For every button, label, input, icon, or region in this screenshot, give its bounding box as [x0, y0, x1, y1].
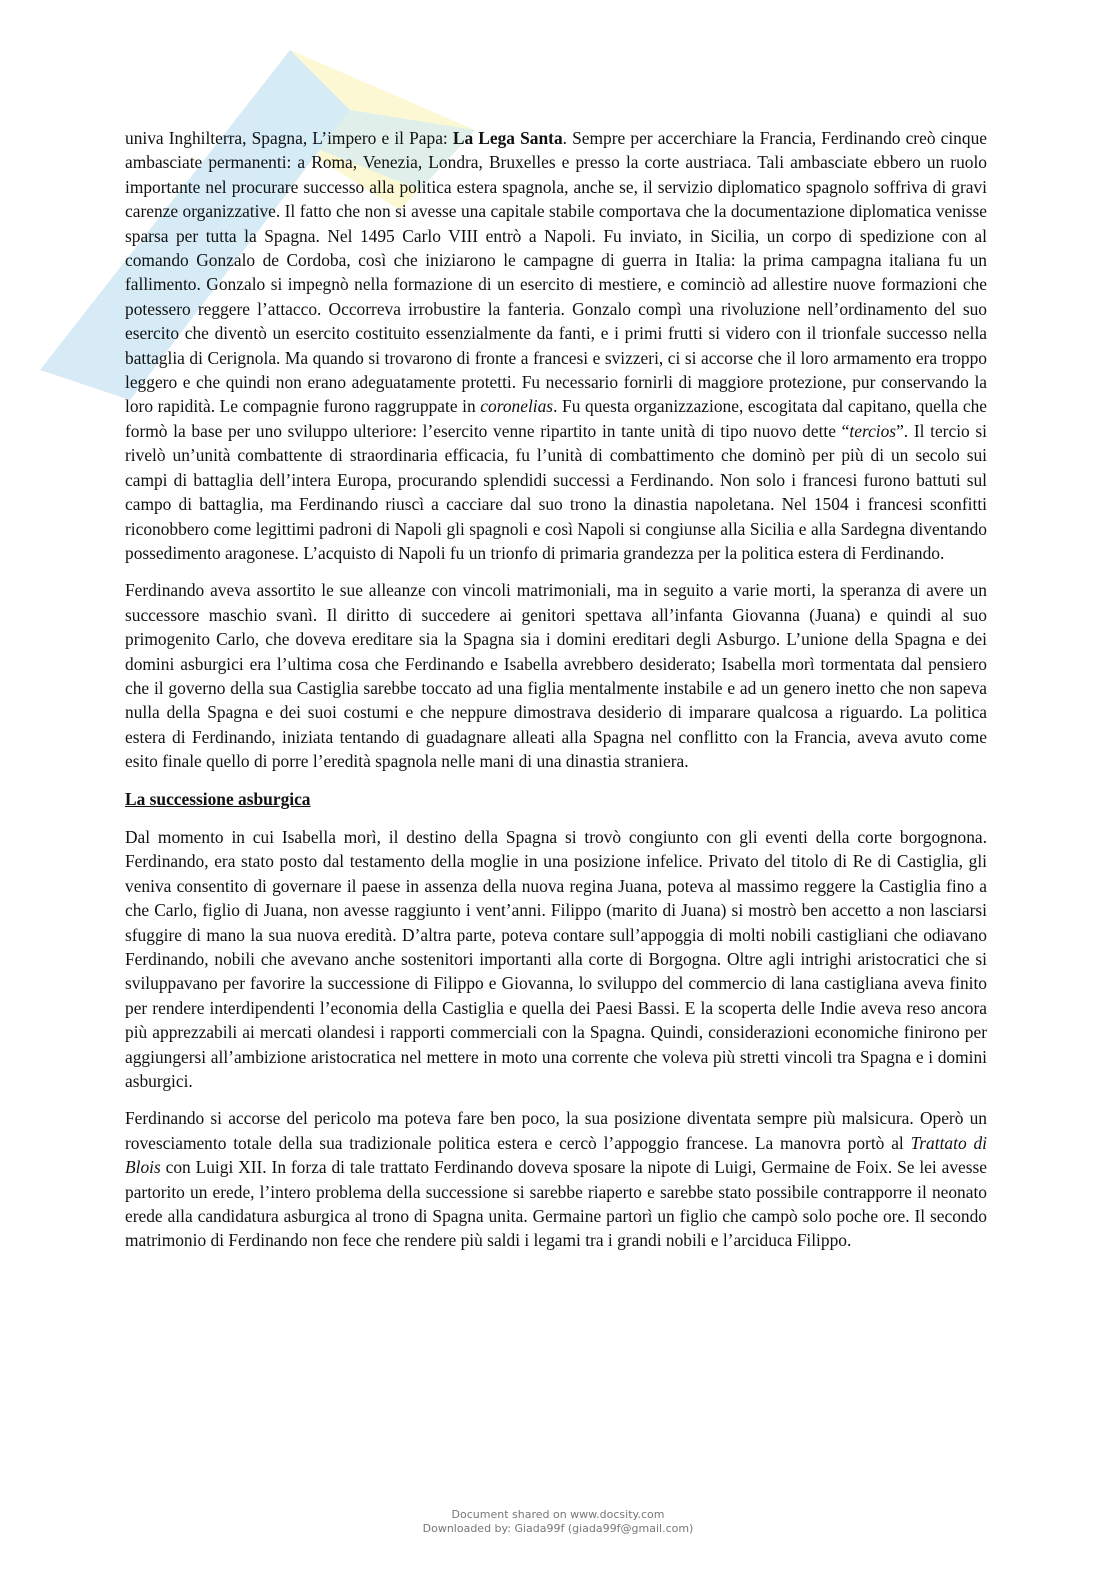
footer-downloaded-line: Downloaded by: Giada99f (giada99f@gmail.com) [422, 1522, 694, 1535]
trattato-di-blois-italic: Trattato di Blois [125, 1132, 987, 1178]
footer-shared-line: Document shared on www.docsity.com [451, 1508, 665, 1521]
document-page [125, 126, 987, 1266]
paragraph-1: univa Inghilterra, Spagna, L’impero e il Papa: La Lega Santa. Sempre per accerchiare la Francia, Ferdinando creò cinque ambasciate permanenti: a Roma, Venezia, Londra, Bruxelles e presso la corte austriaca. Tali ambasciate ebbero un ruolo importante nel procurare successo alla politica estera spagnola, anche se, il servizio diplomatico spagnolo soffriva di gravi carenze organizzative. Il fatto che non si avesse una capitale stabile comportava che la documentazione diplomatica venisse sparsa per tutta la Spagna. Nel 1495 Carlo VIII entrò a Napoli. Fu inviato, in Sicilia, un corpo di spedizione con al comando Gonzalo de Cordoba, così che iniziarono le campagne di guerra in Italia: la prima campagna italiana fu un fallimento. Gonzalo si impegnò nella formazione di un esercito di mestiere, e cominciò ad allestire nuove formazioni che potessero reggere l’attacco. Occorreva irrobustire la fanteria. Gonzalo compì una rivoluzione nell’ordinamento del suo esercito che diventò un esercito costituito essenzialmente da fanti, e i primi frutti si videro con il trionfale successo nella battaglia di Cerignola. Ma quando si trovarono di fronte a francesi e svizzeri, ci si accorse che il loro armamento era troppo leggero e che quindi non erano adeguatamente protetti. Fu necessario fornirli di maggiore protezione, pur conservando la loro rapidità. Le compagnie furono raggruppate in coronelias. Fu questa organizzazione, escogitata dal capitano, quella che formò la base per uno sviluppo ulteriore: l’esercito venne ripartito in tante unità di tipo nuovo dette “tercios”. Il tercio si rivelò un’unità combattente di straordinaria efficacia, fu l’unità di combattimento che dominò per più di un secolo sui campi di battaglia dell’intera Europa, procurando splendidi successi a Ferdinando. Non solo i francesi furono battuti sul campo di battaglia, ma Ferdinando riuscì a cacciare dal suo trono la dinastia napoletana. Nel 1504 i francesi sconfitti riconobbero come legittimi padroni di Napoli gli spagnoli e così Napoli si congiunse alla Sicilia e alla Sardegna diventando possedimento aragonese. L’acquisto di Napoli fu un trionfo di primaria grandezza per la politica estera di Ferdinando. [125, 128, 987, 563]
lega-santa-bold: La Lega Santa [452, 128, 563, 148]
paragraph-3: Dal momento in cui Isabella morì, il destino della Spagna si trovò congiunto con gli eventi della corte borgognona. Ferdinando, era stato posto dal testamento della moglie in una posizione infelice. Privato del titolo di Re di Castiglia, gli veniva consentito di governare il paese in assenza della nuova regina Juana, poteva al massimo reggere la Castiglia fino a che Carlo, figlio di Juana, non avesse raggiunto i vent’anni. Filippo (marito di Juana) si mostrò ben accetto a non lasciarsi sfuggire di mano la sua nuova eredità. D’altra parte, poteva contare sull’appoggia di molti nobili castigliani che odiavano Ferdinando, nobili che avevano anche sostenitori importanti alla corte di Borgogna. Oltre agli intrighi aristocratici che si sviluppavano per favorire la successione di Filippo e Giovanna, lo sviluppo del commercio di lana castigliana aveva finito per rendere interdipendenti l’economia della Castiglia e quella dei Paesi Bassi. E la scoperta delle Indie aveva reso ancora più apprezzabili ai mercati olandesi i rapporti commerciali con la Spagna. Quindi, considerazioni economiche finirono per aggiungersi all’ambizione aristocratica nel mettere in moto una corrente che voleva più stretti vincoli tra Spagna e i domini asburgici. [125, 826, 987, 1092]
coronelias-italic: coronelias [480, 396, 554, 417]
tercios-italic: tercios [849, 420, 897, 441]
page-footer [0, 1508, 1116, 1536]
paragraph-2: Ferdinando aveva assortito le sue alleanze con vincoli matrimoniali, ma in seguito a varie morti, la speranza di avere un successore maschio svanì. Il diritto di succedere ai genitori spettava all’infanta Giovanna (Juana) e quindi al suo primogenito Carlo, che doveva ereditare sia la Spagna sia i domini ereditari degli Asburgo. L’unione della Spagna e dei domini asburgici era l’ultima cosa che Ferdinando e Isabella avrebbero desiderato; Isabella morì tormentata dal pensiero che il governo della sua Castiglia sarebbe toccato ad una figlia mentalmente instabile e ad un genero inetto che non sapeva nulla della Spagna e dei suoi costumi e che neppure dimostrava desiderio di imparare qualcosa a riguardo. La politica estera di Ferdinando, iniziata tentando di guadagnare alleati alla Spagna nel conflitto con la Francia, aveva avuto come esito finale quello di porre l’eredità spagnola nelle mani di una dinastia straniera. [125, 580, 987, 772]
section-heading: La successione asburgica [125, 788, 311, 809]
paragraph-4: Ferdinando si accorse del pericolo ma poteva fare ben poco, la sua posizione diventata sempre più malsicura. Operò un rovesciamento totale della sua tradizionale politica estera e cercò l’appoggio francese. La manovra portò al Trattato di Blois con Luigi XII. In forza di tale trattato Ferdinando doveva sposare la nipote di Luigi, Germaine de Foix. Se lei avesse partorito un erede, l’intero problema della successione si sarebbe riaperto e sarebbe stato possibile contrapporre il neonato erede alla candidatura asburgica al trono di Spagna unita. Germaine partorì un figlio che campò solo poche ore. Il secondo matrimonio di Ferdinando non fece che rendere più saldi i legami tra i grandi nobili e l’arciduca Filippo. [125, 1108, 987, 1251]
